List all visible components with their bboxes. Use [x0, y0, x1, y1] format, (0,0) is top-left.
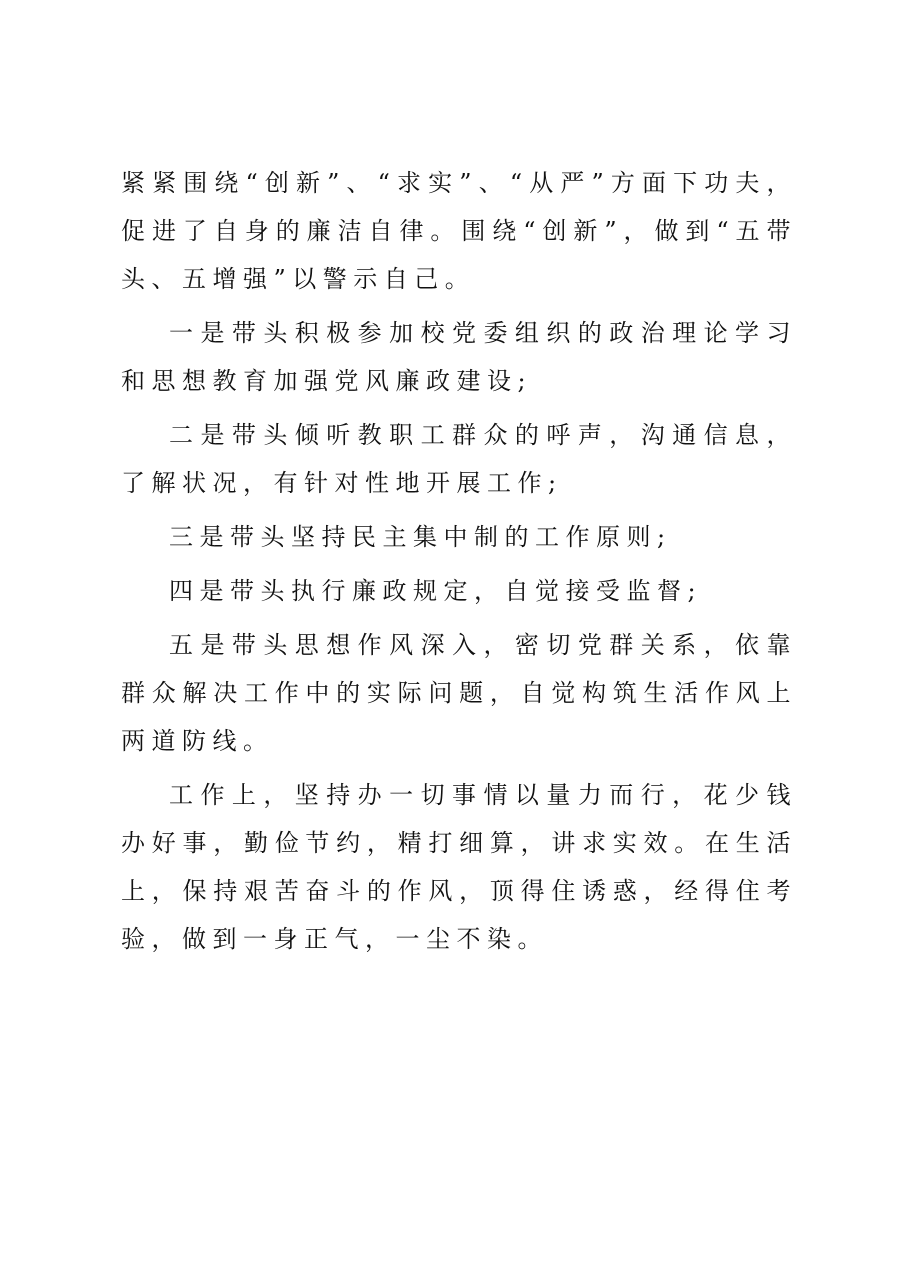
paragraph-point-2: 二是带头倾听教职工群众的呼声，沟通信息，了解状况，有针对性地开展工作; — [121, 421, 797, 497]
paragraph-conclusion: 工作上，坚持办一切事情以量力而行，花少钱办好事，勤俭节约，精打细算，讲求实效。在生活上，保持艰苦奋斗的作风，顶得住诱惑，经得住考验，做到一身正气，一尘不染。 — [121, 781, 797, 953]
paragraph-point-1: 一是带头积极参加校党委组织的政治理论学习和思想教育加强党风廉政建设; — [121, 319, 797, 395]
document-body — [121, 159, 797, 969]
paragraph-intro: 紧紧围绕“创新”、“求实”、“从严”方面下功夫，促进了自身的廉洁自律。围绕“创新”，做到“五带头、五增强”以警示自己。 — [121, 169, 797, 293]
paragraph-point-4: 四是带头执行廉政规定，自觉接受监督; — [169, 577, 703, 605]
paragraph-point-3: 三是带头坚持民主集中制的工作原则; — [169, 523, 672, 551]
paragraph-point-5: 五是带头思想作风深入，密切党群关系，依靠群众解决工作中的实际问题，自觉构筑生活作风上两道防线。 — [121, 631, 797, 755]
